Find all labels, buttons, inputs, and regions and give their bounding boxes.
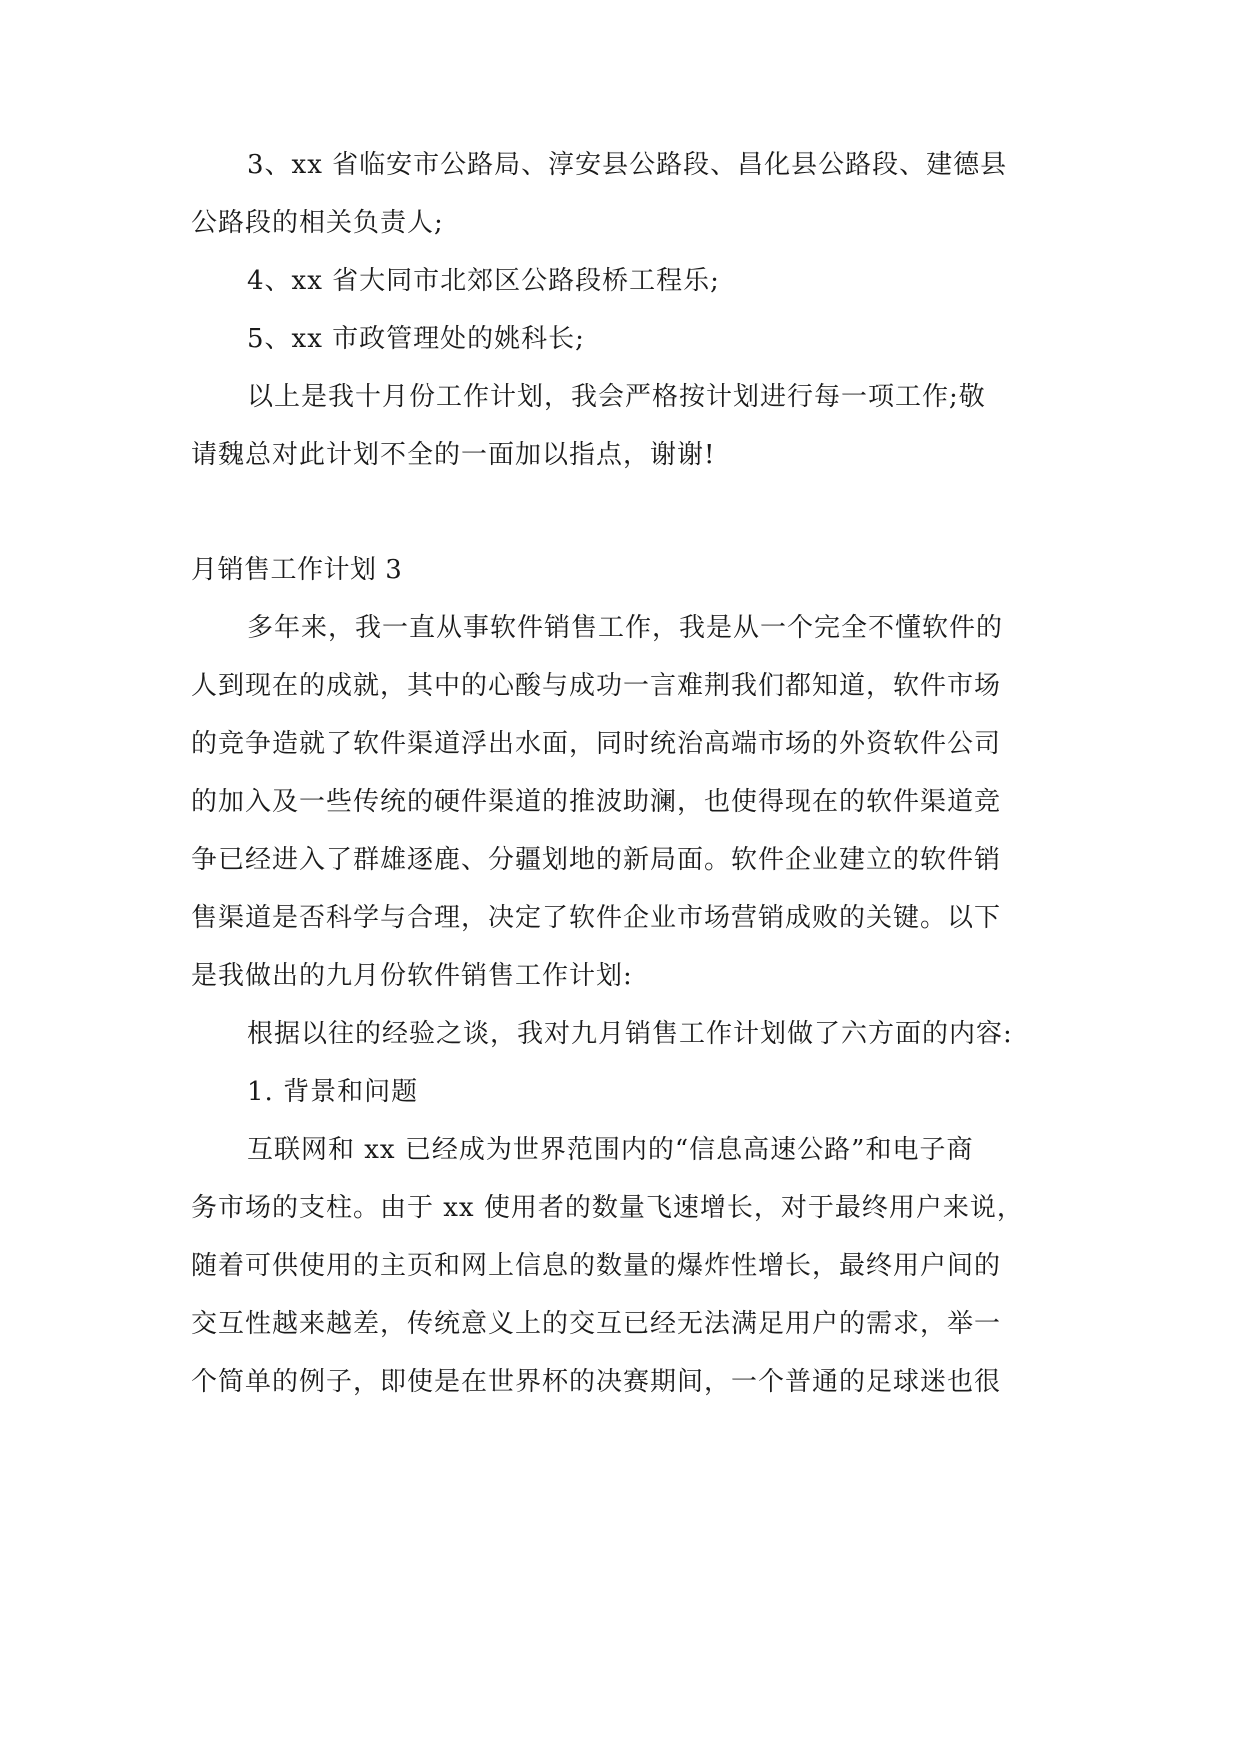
- paragraph-line: 随着可供使用的主页和网上信息的数量的爆炸性增长，最终用户间的: [191, 1251, 1002, 1281]
- paragraph-line: 5、xx 市政管理处的姚科长;: [247, 324, 585, 354]
- paragraph-line: 个简单的例子，即使是在世界杯的决赛期间，一个普通的足球迷也很: [191, 1367, 1002, 1397]
- paragraph-line: 是我做出的九月份软件销售工作计划:: [191, 961, 633, 991]
- paragraph-line: 根据以往的经验之谈，我对九月销售工作计划做了六方面的内容:: [247, 1019, 1013, 1049]
- paragraph-line: 4、xx 省大同市北郊区公路段桥工程乐;: [247, 266, 720, 296]
- paragraph-line: 互联网和 xx 已经成为世界范围内的“信息高速公路”和电子商: [247, 1135, 974, 1165]
- paragraph-line: 3、xx 省临安市公路局、淳安县公路段、昌化县公路段、建德县: [247, 150, 1008, 180]
- paragraph-line: 多年来，我一直从事软件销售工作，我是从一个完全不懂软件的: [247, 613, 1004, 643]
- section-heading: 月销售工作计划 3: [191, 555, 403, 585]
- paragraph-line: 人到现在的成就，其中的心酸与成功一言难荆我们都知道，软件市场: [191, 671, 1002, 701]
- paragraph-line: 以上是我十月份工作计划，我会严格按计划进行每一项工作;敬: [247, 382, 986, 412]
- paragraph-line: 请魏总对此计划不全的一面加以指点，谢谢!: [191, 440, 716, 470]
- paragraph-line: 务市场的支柱。由于 xx 使用者的数量飞速增长，对于最终用户来说，: [191, 1193, 1024, 1223]
- paragraph-line: 的加入及一些传统的硬件渠道的推波助澜，也使得现在的软件渠道竞: [191, 787, 1002, 817]
- paragraph-line: 公路段的相关负责人;: [191, 208, 444, 238]
- paragraph-line: 的竞争造就了软件渠道浮出水面，同时统治高端市场的外资软件公司: [191, 729, 1002, 759]
- paragraph-line: 售渠道是否科学与合理，决定了软件企业市场营销成败的关键。以下: [191, 903, 1002, 933]
- subheading: 1. 背景和问题: [247, 1077, 419, 1107]
- paragraph-line: 争已经进入了群雄逐鹿、分疆划地的新局面。软件企业建立的软件销: [191, 845, 1002, 875]
- paragraph-line: 交互性越来越差，传统意义上的交互已经无法满足用户的需求，举一: [191, 1309, 1002, 1339]
